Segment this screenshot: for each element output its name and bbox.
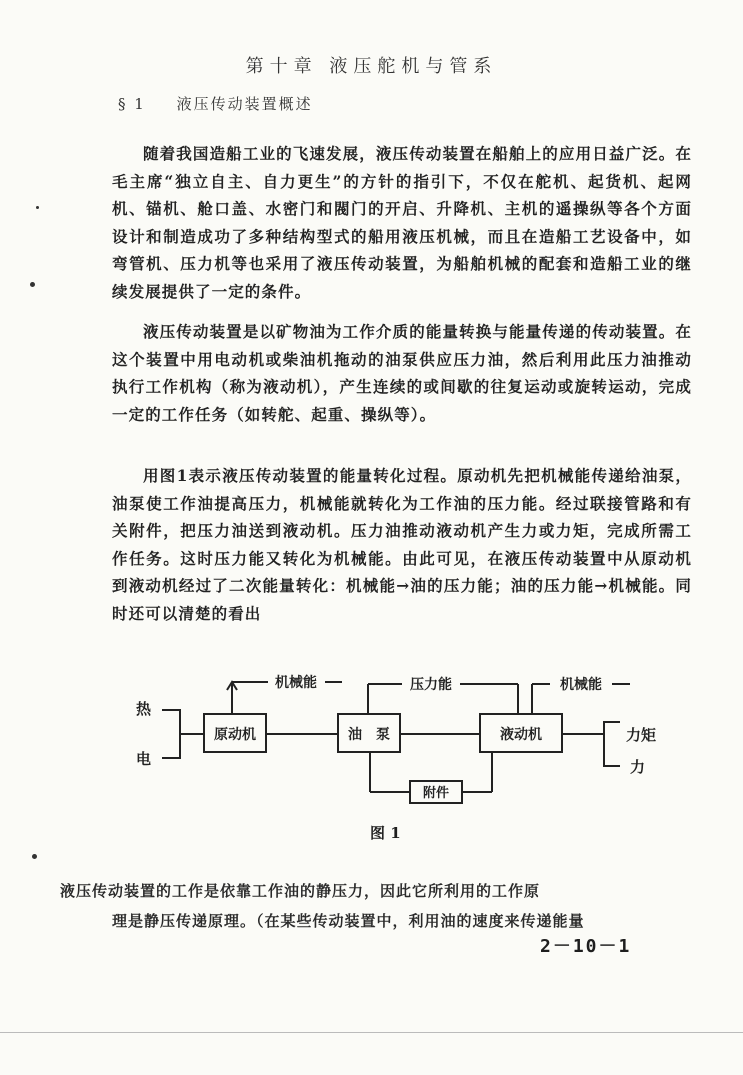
continuation-text [60, 876, 690, 936]
mech2-label: 机械能 [560, 677, 602, 693]
accessory-label: 附件 [422, 786, 450, 801]
paragraph-text: 随着我国造船工业的飞速发展，液压传动装置在船舶上的应用日益广泛。在毛主席“独立自主、自力更生”的方针的指引下，不仅在舵机、起货机、起网机、锚机、舱口盖、水密门和閥门的开启、升降机、主机的遥操纵等各个方面设计和制造成功了多种结构型式的船用液压机械，而且在造船工艺设备中，如弯管机、压力机等也采用了液压传动装置，为船舶机械的配套和造船工业的继续发展提供了一定的条件。 [112, 144, 692, 301]
chapter-title: 第十章 液压舵机与管系 [245, 56, 498, 77]
scan-mark [30, 282, 35, 287]
input-electric-label: 电 [136, 750, 152, 768]
output-torque-label: 力矩 [626, 726, 657, 744]
section-number: § 1 [118, 95, 146, 113]
paragraph-3 [112, 462, 692, 627]
continuation-line-1: 液压传动装置的工作是依靠工作油的静压力，因此它所利用的工作原 [60, 882, 541, 900]
page-number: 2－10－1 [540, 936, 632, 957]
scan-mark [36, 206, 39, 209]
input-heat-label: 热 [136, 700, 152, 718]
output-force-label: 力 [630, 758, 646, 776]
section-heading [118, 93, 313, 114]
output-bracket [604, 722, 620, 766]
section-title: 液压传动装置概述 [176, 95, 313, 113]
mech1-label: 机械能 [275, 675, 317, 691]
prime-mover-label: 原动机 [214, 727, 256, 743]
paragraph-text: 用图1表示液压传动装置的能量转化过程。原动机先把机械能传递给油泵，油泵使工作油提高压力，机械能就转化为工作油的压力能。经过联接管路和有关附件，把压力油送到液动机。压力油推动液动机产生力或力矩，完成所需工作任务。这时压力能又转化为机械能。由此可见，在液压传动装置中从原动机到液动机经过了二次能量转化：机械能→油的压力能；油的压力能→机械能。同时还可以清楚的看出 [112, 466, 692, 623]
paragraph-2 [112, 318, 692, 428]
pump-label: 油 泵 [348, 727, 390, 743]
energy-conversion-diagram [120, 660, 700, 820]
figure-caption: 图 1 [370, 824, 401, 842]
scan-edge-line [0, 1032, 743, 1033]
paragraph-text: 液压传动装置是以矿物油为工作介质的能量转换与能量传递的传动装置。在这个装置中用电动机或柴油机拖动的油泵供应压力油，然后利用此压力油推动执行工作机构（称为液动机），产生连续的或间歇的往复运动或旋转运动，完成一定的工作任务（如转舵、起重、操纵等）。 [112, 322, 692, 424]
input-bracket [162, 710, 180, 758]
paragraph-1 [112, 140, 692, 305]
hydraulic-motor-label: 液动机 [500, 727, 542, 743]
pressure-label: 压力能 [410, 677, 452, 693]
continuation-line-2: 理是静压传递原理。（在某些传动装置中，利用油的速度来传递能量 [112, 912, 585, 930]
scan-mark [32, 854, 37, 859]
